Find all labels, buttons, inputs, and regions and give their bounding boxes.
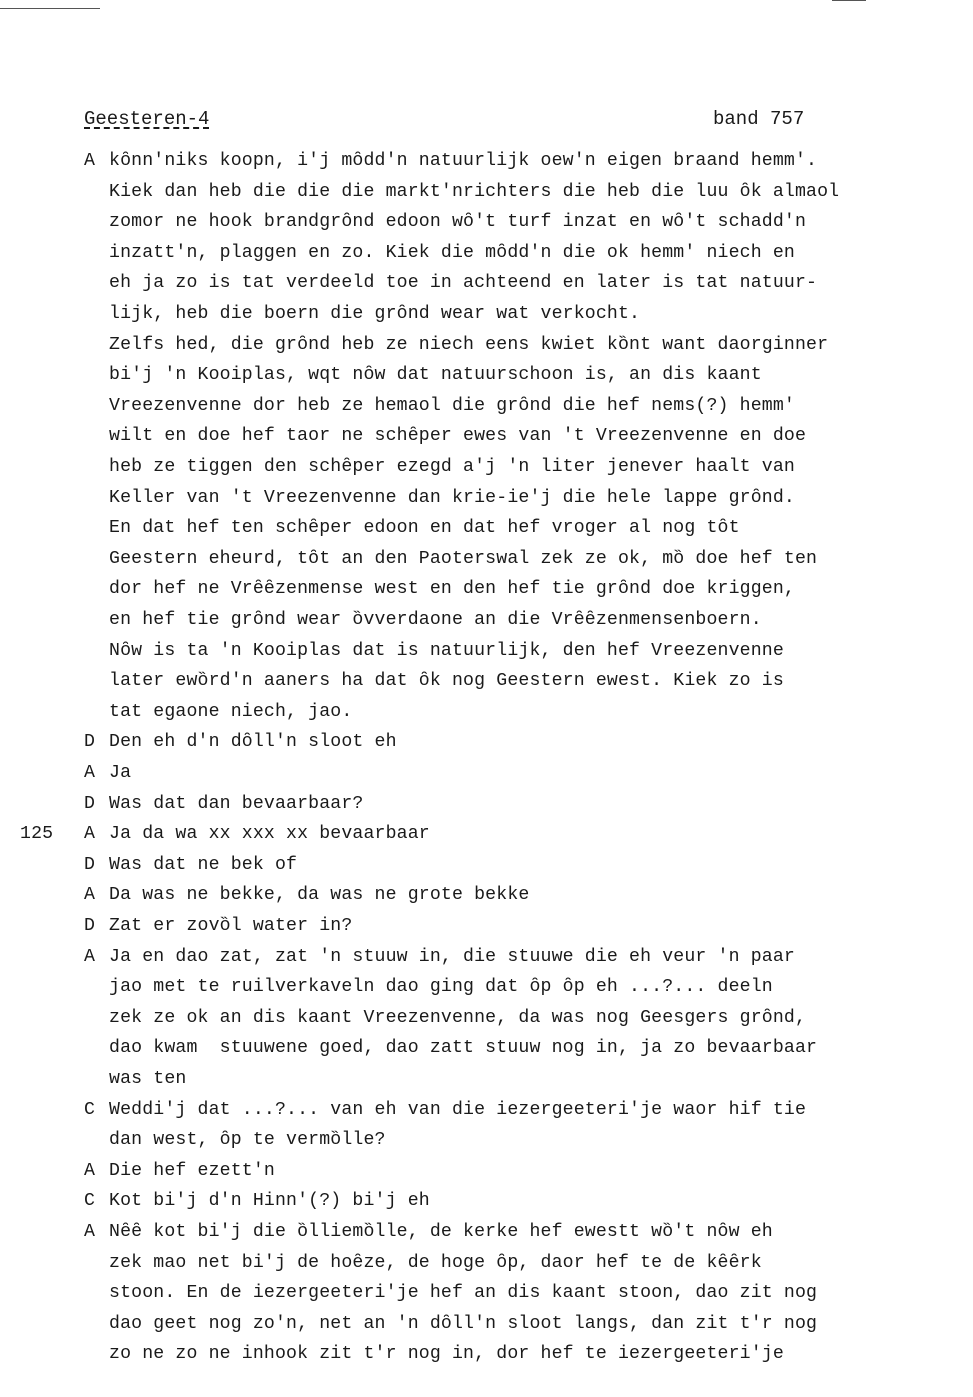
transcript-text: stoon. En de iezergeeteri'je hef an dis kaant stoon, dao zit nog xyxy=(109,1283,818,1304)
transcript-text: Kot bi'j d'n Hinn'(?) bi'j eh xyxy=(109,1191,430,1212)
transcript-text: Da was ne bekke, da was ne grote bekke xyxy=(109,885,530,906)
transcript-text: jao met te ruilverkaveln dao ging dat ȏp ȏp eh ...?... deeln xyxy=(109,977,773,998)
transcript-text: Weddi'j dat ...?... van eh van die iezergeeteri'je waor hif tie xyxy=(109,1099,807,1120)
transcript-text: Ja da wa xx xxx xx bevaarbaar xyxy=(109,824,430,845)
transcript-text: en hef tie grȏnd wear ȍvverdaone an die Vrȇȇzenmensenboern. xyxy=(109,610,762,630)
speaker-label: D xyxy=(84,854,96,875)
transcript-text: Keller van 't Vreezenvenne dan krie-ie'j die hele lappe grȏnd. xyxy=(109,487,795,508)
line-number: 125 xyxy=(20,824,54,845)
speaker-label: D xyxy=(84,793,96,814)
transcript-text: tat egaone niech, jao. xyxy=(109,701,353,722)
transcript-text: zek mao net bi'j de hoȇze, de hoge ȏp, daor hef te de kȇȇrk xyxy=(109,1252,762,1273)
transcript-text: Zat er zovȍl water in? xyxy=(109,916,353,936)
transcript-text: Ja en dao zat, zat 'n stuuw in, die stuuwe die eh veur 'n paar xyxy=(109,946,795,967)
top-right-rule xyxy=(832,0,866,1)
transcript-text: dan west, ȏp te vermȍlle? xyxy=(109,1130,386,1151)
transcript-text: heb ze tiggen den schȇper ezegd a'j 'n liter jenever haalt van xyxy=(109,457,795,477)
transcript-text: Zelfs hed, die grȏnd heb ze niech eens kwiet kȍnt want daorginner xyxy=(109,334,829,355)
transcript-text: dao geet nog zo'n, net an 'n dȏll'n sloot langs, dan zit t'r nog xyxy=(109,1313,818,1334)
transcript-text: Was dat ne bek of xyxy=(109,854,298,875)
transcript-text: inzatt'n, plaggen en zo. Kiek die mȏdd'n die ok hemm' niech en xyxy=(109,242,795,263)
transcript-text: zomor ne hook brandgrȏnd edoon wȏ't turf inzat en wȏ't schadd'n xyxy=(109,212,807,233)
speaker-label: A xyxy=(84,946,96,967)
transcript-text: eh ja zo is tat verdeeld toe in achteend en later is tat natuur- xyxy=(109,273,818,294)
transcript-text: En dat hef ten schȇper edoon en dat hef vroger al nog tȏt xyxy=(109,518,740,539)
speaker-label: C xyxy=(84,1099,96,1120)
transcript-text: bi'j 'n Kooiplas, wqt nȏw dat natuurschoon is, an dis kaant xyxy=(109,365,762,386)
speaker-label: A xyxy=(84,1222,96,1242)
transcript-text: Nȏw is ta 'n Kooiplas dat is natuurlijk, den hef Vreezenvenne xyxy=(109,640,784,661)
document-title: Geesteren-4 xyxy=(84,108,210,130)
transcript-text: dao kwam stuuwene goed, dao zatt stuuw nog in, ja zo bevaarbaar xyxy=(109,1038,818,1059)
transcript-text: zo ne zo ne inhook zit t'r nog in, dor hef te iezergeeteri'je xyxy=(109,1344,784,1365)
transcript-text: Den eh d'n dȏll'n sloot eh xyxy=(109,732,397,753)
transcript-text: Geestern eheurd, tȏt an den Paoterswal zek ze ok, mȍ doe hef ten xyxy=(109,548,818,569)
speaker-label: A xyxy=(84,763,96,783)
speaker-label: A xyxy=(84,824,96,845)
transcript-text: Vreezenvenne dor heb ze hemaol die grȏnd die hef nems(?) hemm' xyxy=(109,395,795,416)
transcript-text: Ja xyxy=(109,763,132,783)
transcript-text: Nȇȇ kot bi'j die ȍlliemȍlle, de kerke hef ewestt wȍ't nȏw eh xyxy=(109,1222,773,1242)
speaker-label: D xyxy=(84,732,96,753)
transcript-text: lijk, heb die boern die grȏnd wear wat verkocht. xyxy=(109,304,641,324)
transcript-text: zek ze ok an dis kaant Vreezenvenne, da was nog Geesgers grȏnd, xyxy=(109,1007,807,1028)
transcript-text: later ewȍrd'n aaners ha dat ȏk nog Geestern ewest. Kiek zo is xyxy=(109,671,784,692)
transcript-text: Die hef ezett'n xyxy=(109,1160,275,1181)
transcript-text: Kiek dan heb die die die markt'nrichters die heb die luu ȏk almaol xyxy=(109,181,840,202)
speaker-label: C xyxy=(84,1191,96,1212)
transcript-text: wilt en doe hef taor ne schȇper ewes van 't Vreezenvenne en doe xyxy=(109,426,807,447)
transcript-text: kȏnn'niks koopn, i'j mȏdd'n natuurlijk oew'n eigen braand hemm'. xyxy=(109,151,818,171)
transcript-text: was ten xyxy=(109,1069,187,1089)
speaker-label: D xyxy=(84,916,96,936)
top-left-rule xyxy=(0,8,100,9)
speaker-label: A xyxy=(84,885,96,906)
transcript-text: dor hef ne Vrȇȇzenmense west en den hef tie grȏnd doe kriggen, xyxy=(109,579,795,600)
band-number: band 757 xyxy=(713,108,805,130)
document-header xyxy=(84,108,209,130)
transcript-text: Was dat dan bevaarbaar? xyxy=(109,793,364,814)
speaker-label: A xyxy=(84,151,96,171)
speaker-label: A xyxy=(84,1160,96,1181)
